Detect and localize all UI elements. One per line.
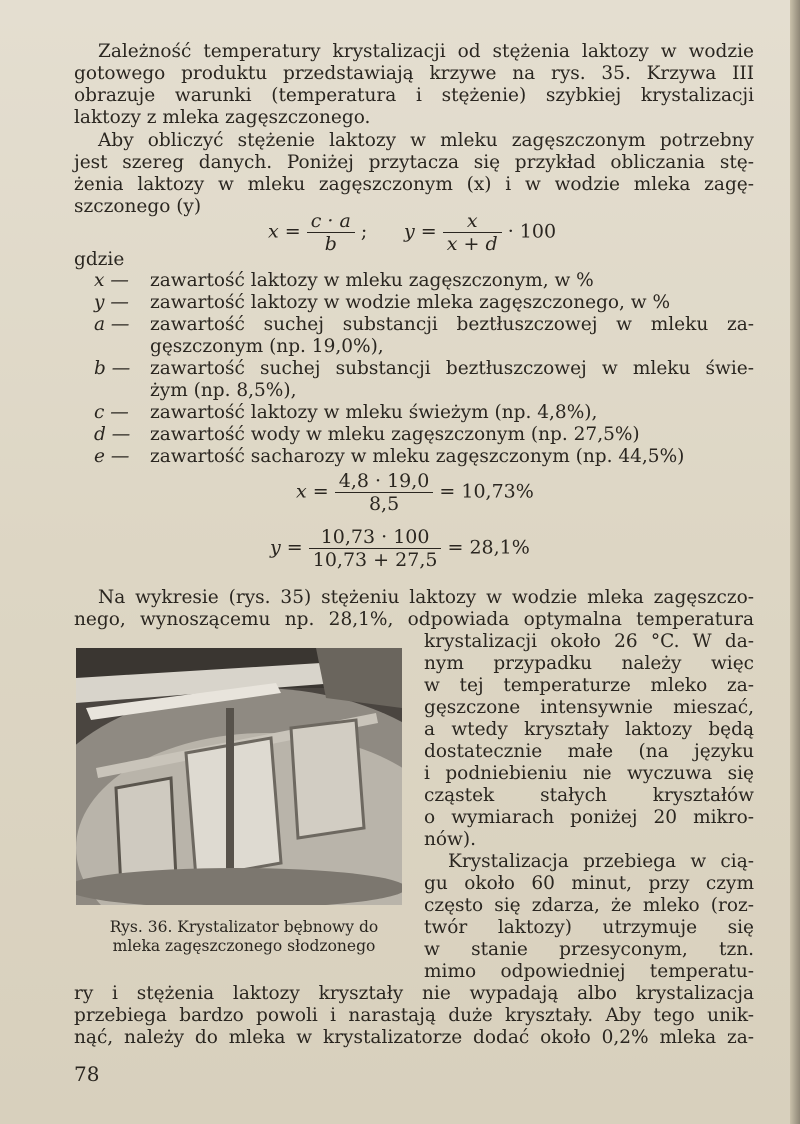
column-line: o wymiarach poniżej 20 mikro- <box>424 807 754 828</box>
paragraph-line: Zależność temperatury krystalizacji od stężenia laktozy w wodzie <box>98 41 754 62</box>
column-line: twór laktozy) utrzymuje się <box>424 917 754 938</box>
page-number: 78 <box>74 1062 100 1086</box>
paragraph-line: nąć, należy do mleka w krystalizatorze dodać około 0,2% mleka za- <box>74 1027 754 1048</box>
paragraph-line: gotowego produktu przedstawiają krzywe na rys. 35. Krzywa III <box>74 63 754 84</box>
paragraph-line: przebiega bardzo powoli i narastają duże kryształy. Aby tego unik- <box>74 1005 754 1026</box>
column-line: nym przypadku należy więc <box>424 653 754 674</box>
crystallizer-photo <box>76 648 402 905</box>
definition-item: x — zawartość laktozy w mleku zagęszczonym, w % <box>94 270 594 291</box>
definition-item: d — zawartość wody w mleku zagęszczonym (np. 27,5%) <box>94 424 640 445</box>
definition-item: a — zawartość suchej substancji beztłuszczowej w mleku za- <box>94 314 754 335</box>
column-line: krystalizacji około 26 °C. W da- <box>424 631 754 652</box>
column-line: i podniebieniu nie wyczuwa się <box>424 763 754 784</box>
formula-x-example: x = $\frac{4,8 \cdot 19,0}{8,5}$ = 10,73% <box>296 470 534 515</box>
paragraph-line: nego, wynoszącemu np. 28,1%, odpowiada optymalna temperatura <box>74 609 754 630</box>
figure-caption: Rys. 36. Krystalizator bębnowy do mleka zagęszczonego słodzonego <box>109 918 379 955</box>
definition-item: b — zawartość suchej substancji beztłuszczowej w mleku świe- <box>94 358 754 379</box>
column-line: nów). <box>424 829 476 850</box>
column-line: często się zdarza, że mleko (roz- <box>424 895 754 916</box>
paragraph-line: żenia laktozy w mleku zagęszczonym (x) i w wodzie mleka zagę- <box>74 174 754 195</box>
definition-continuation: żym (np. 8,5%), <box>150 380 297 401</box>
column-line: Krystalizacja przebiega w cią- <box>448 851 754 872</box>
column-line: mimo odpowiedniej temperatu- <box>424 961 754 982</box>
column-line: gęszczone intensywnie mieszać, <box>424 697 754 718</box>
column-line: w tej temperaturze mleko za- <box>424 675 754 696</box>
paragraph-line: jest szereg danych. Poniżej przytacza się przykład obliczania stę- <box>74 152 754 173</box>
definition-item: y — zawartość laktozy w wodzie mleka zagęszczonego, w % <box>94 292 671 313</box>
paragraph-line: obrazuje warunki (temperatura i stężenie) szybkiej krystalizacji <box>74 85 754 106</box>
definition-item: e — zawartość sacharozy w mleku zagęszczonym (np. 44,5%) <box>94 446 685 467</box>
column-line: w stanie przesyconym, tzn. <box>424 939 754 960</box>
formula-y-example: y = $\frac{10,73 \cdot 100}{10,73 + 27,5}$ = 28,1% <box>270 526 530 571</box>
definition-item: c — zawartość laktozy w mleku świeżym (np. 4,8%), <box>94 402 598 423</box>
page-edge-shadow <box>790 0 800 1124</box>
gdzie-label: gdzie <box>74 249 125 270</box>
formula-y: y = $\frac{x}{x + d}$ · 100 <box>404 210 557 255</box>
column-line: cząstek stałych kryształów <box>424 785 754 806</box>
column-line: dostatecznie małe (na języku <box>424 741 754 762</box>
formula-x: x = $\frac{c \cdot a}{b}$ ; <box>268 210 368 255</box>
paragraph-line: ry i stężenia laktozy kryształy nie wypadają albo krystalizacja <box>74 983 754 1004</box>
paragraph-line: szczonego (y) <box>74 196 202 217</box>
column-line: a wtedy kryształy laktozy będą <box>424 719 754 740</box>
paragraph-line: Aby obliczyć stężenie laktozy w mleku zagęszczonym potrzebny <box>98 130 754 151</box>
paragraph-line: laktozy z mleka zagęszczonego. <box>74 107 371 128</box>
definition-continuation: gęszczonym (np. 19,0%), <box>150 336 384 357</box>
column-line: gu około 60 minut, przy czym <box>424 873 754 894</box>
paragraph-line: Na wykresie (rys. 35) stężeniu laktozy w wodzie mleka zagęszczo- <box>98 587 754 608</box>
